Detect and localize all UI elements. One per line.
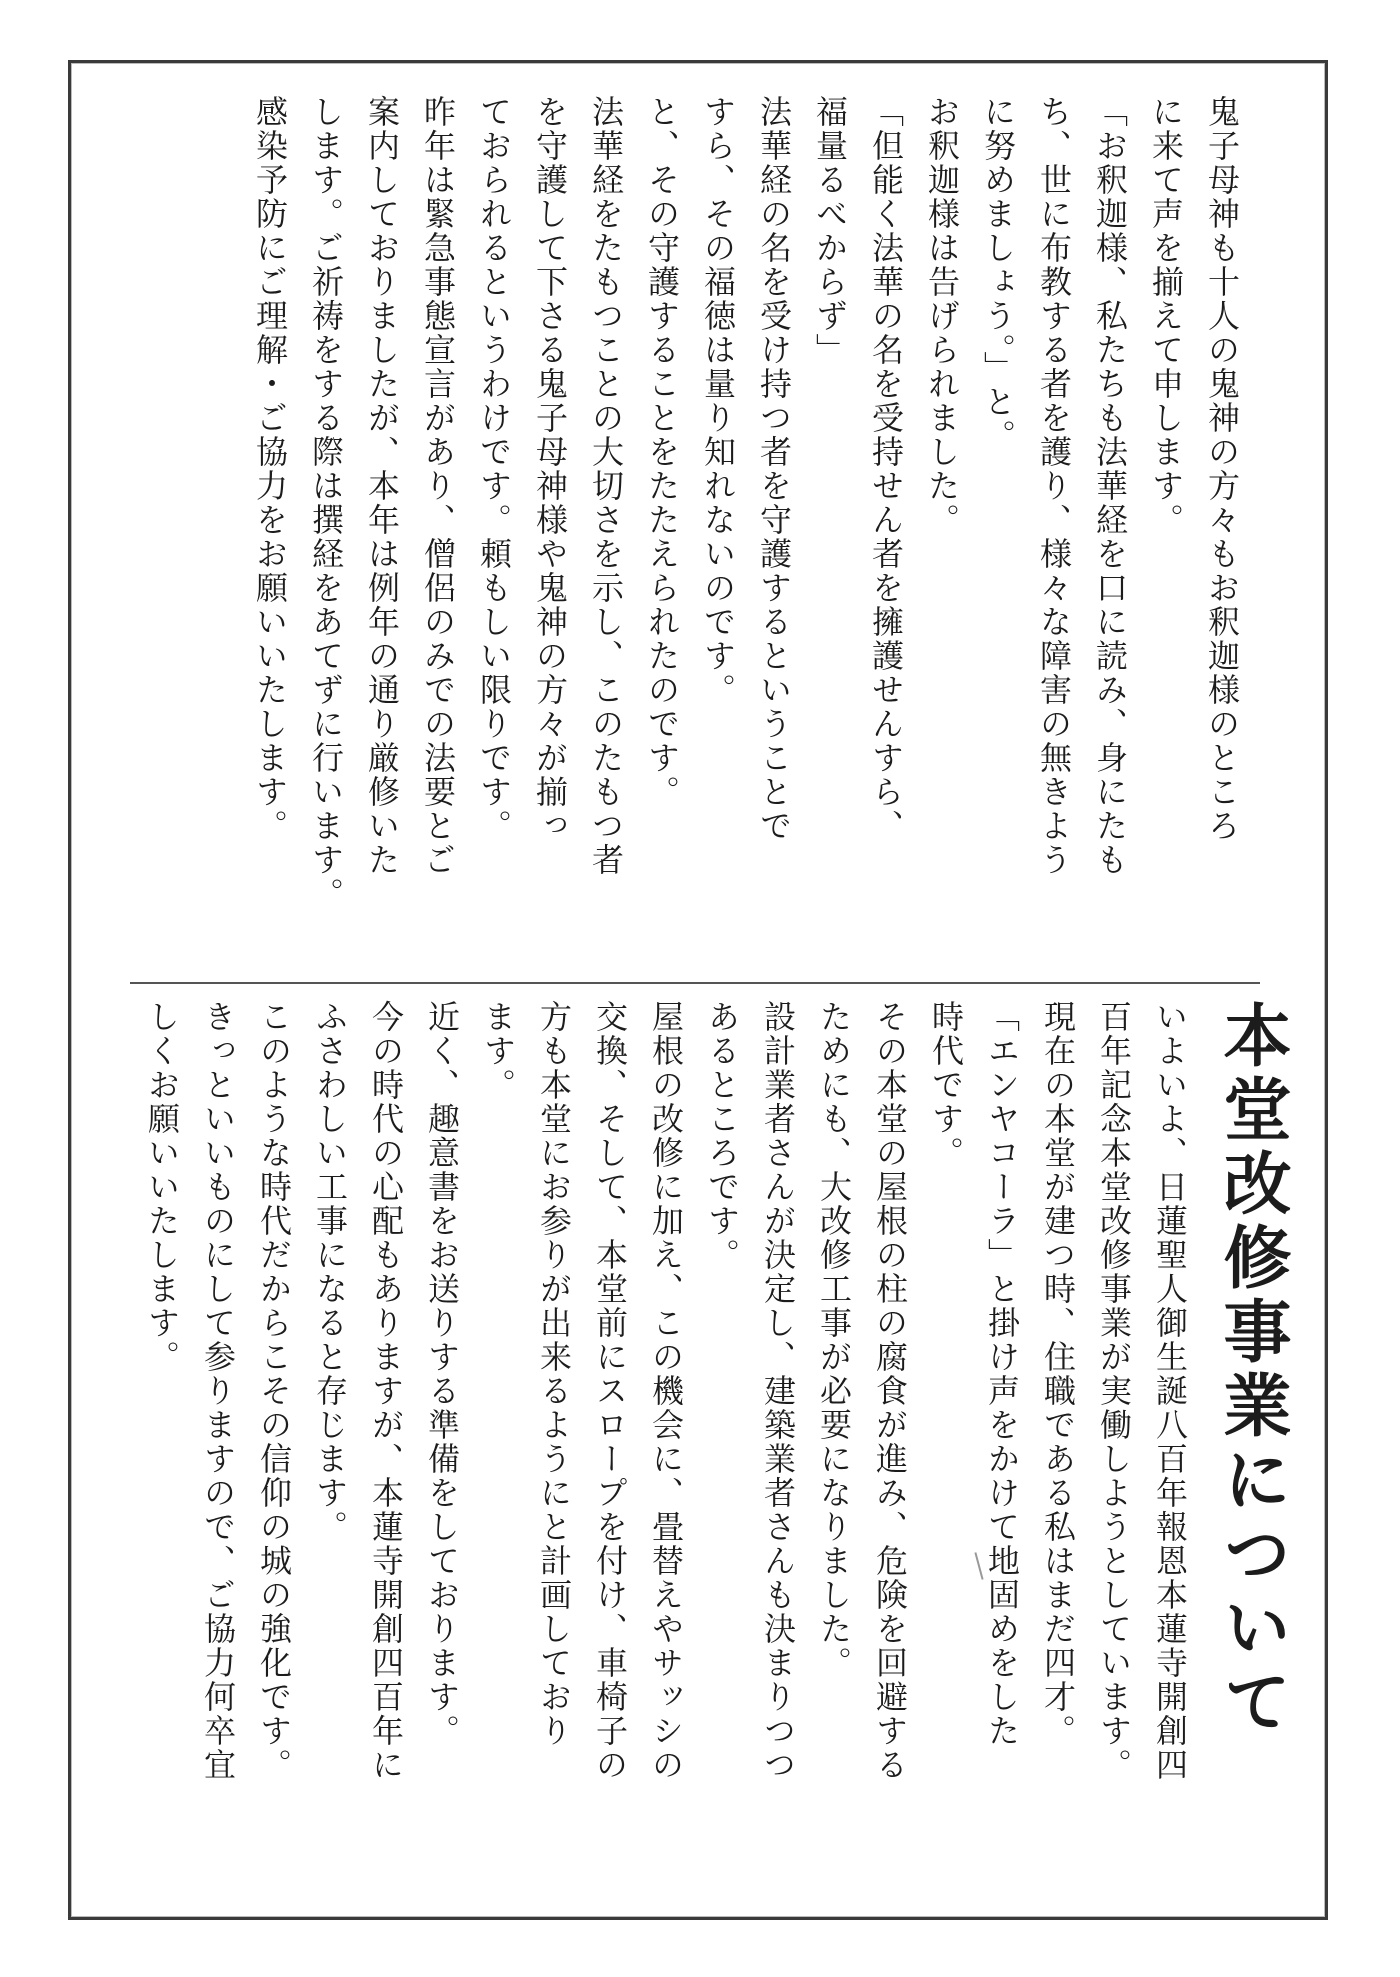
text-column: に努めましょう。」と。 xyxy=(979,95,1017,453)
text-column: を守護して下さる鬼子母神様や鬼神の方々が揃っ xyxy=(531,95,569,843)
text-column: その本堂の屋根の柱の腐食が進み、危険を回避する xyxy=(871,1000,909,1782)
text-column: 昨年は緊急事態宣言があり、僧侶のみでの法要とご xyxy=(419,95,457,877)
text-column: ふさわしい工事になると存じます。 xyxy=(311,1000,349,1544)
text-column: 百年記念本堂改修事業が実働しようとしています。 xyxy=(1095,1000,1133,1782)
lower-text-block xyxy=(140,1000,1292,1890)
text-column: ます。 xyxy=(479,1000,517,1102)
text-column: 「エンヤコーラ」と掛け声をかけて地固めをした xyxy=(983,1000,1021,1748)
section-divider xyxy=(130,982,1260,984)
text-column: 「但能く法華の名を受持せん者を擁護せんすら、 xyxy=(867,95,905,843)
text-column: 今の時代の心配もありますが、本蓮寺開創四百年に xyxy=(367,1000,405,1782)
text-column: 屋根の改修に加え、この機会に、畳替えやサッシの xyxy=(647,1000,685,1782)
text-column: きっといいものにして参りますので、ご協力何卒宜 xyxy=(199,1000,237,1782)
text-column: ためにも、大改修工事が必要になりました。 xyxy=(815,1000,853,1680)
text-column: 鬼子母神も十人の鬼神の方々もお釈迦様のところ xyxy=(1203,95,1241,843)
text-column: 法華経をたもつことの大切さを示し、このたもつ者 xyxy=(587,95,625,877)
text-column: 方も本堂にお参りが出来るようにと計画しており xyxy=(535,1000,573,1748)
text-column: あるところです。 xyxy=(703,1000,741,1272)
text-column: ておられるというわけです。頼もしい限りです。 xyxy=(475,95,513,843)
text-column: すら、その福徳は量り知れないのです。 xyxy=(699,95,737,707)
text-column: お釈迦様は告げられました。 xyxy=(923,95,961,537)
text-column: 設計業者さんが決定し、建築業者さんも決まりつつ xyxy=(759,1000,797,1782)
text-column: 案内しておりましたが、本年は例年の通り厳修いた xyxy=(363,95,401,877)
text-column: いよいよ、日蓮聖人御生誕八百年報恩本蓮寺開創四 xyxy=(1151,1000,1189,1782)
upper-text-block xyxy=(140,95,1250,955)
text-column: 近く、趣意書をお送りする準備をしております。 xyxy=(423,1000,461,1748)
text-column: しくお願いいたします。 xyxy=(143,1000,181,1374)
text-column: と、その守護することをたたえられたのです。 xyxy=(643,95,681,809)
section-heading: 本堂改修事業について xyxy=(1212,1000,1292,1740)
text-column: 法華経の名を受け持つ者を守護するということで xyxy=(755,95,793,843)
text-column: 交換、そして、本堂前にスロープを付け、車椅子の xyxy=(591,1000,629,1782)
text-column: 時代です。 xyxy=(927,1000,965,1170)
text-column: 感染予防にご理解・ご協力をお願いいたします。 xyxy=(251,95,289,843)
text-column: 福量るべからず」 xyxy=(811,95,849,367)
text-column: 現在の本堂が建つ時、住職である私はまだ四才。 xyxy=(1039,1000,1077,1748)
text-column: 「お釈迦様、私たちも法華経を口に読み、身にたも xyxy=(1091,95,1129,877)
text-column: に来て声を揃えて申します。 xyxy=(1147,95,1185,537)
text-column: このような時代だからこその信仰の城の強化です。 xyxy=(255,1000,293,1782)
text-column: ち、世に布教する者を護り、様々な障害の無きよう xyxy=(1035,95,1073,877)
text-column: します。ご祈祷をする際は撰経をあてずに行います。 xyxy=(307,95,345,911)
